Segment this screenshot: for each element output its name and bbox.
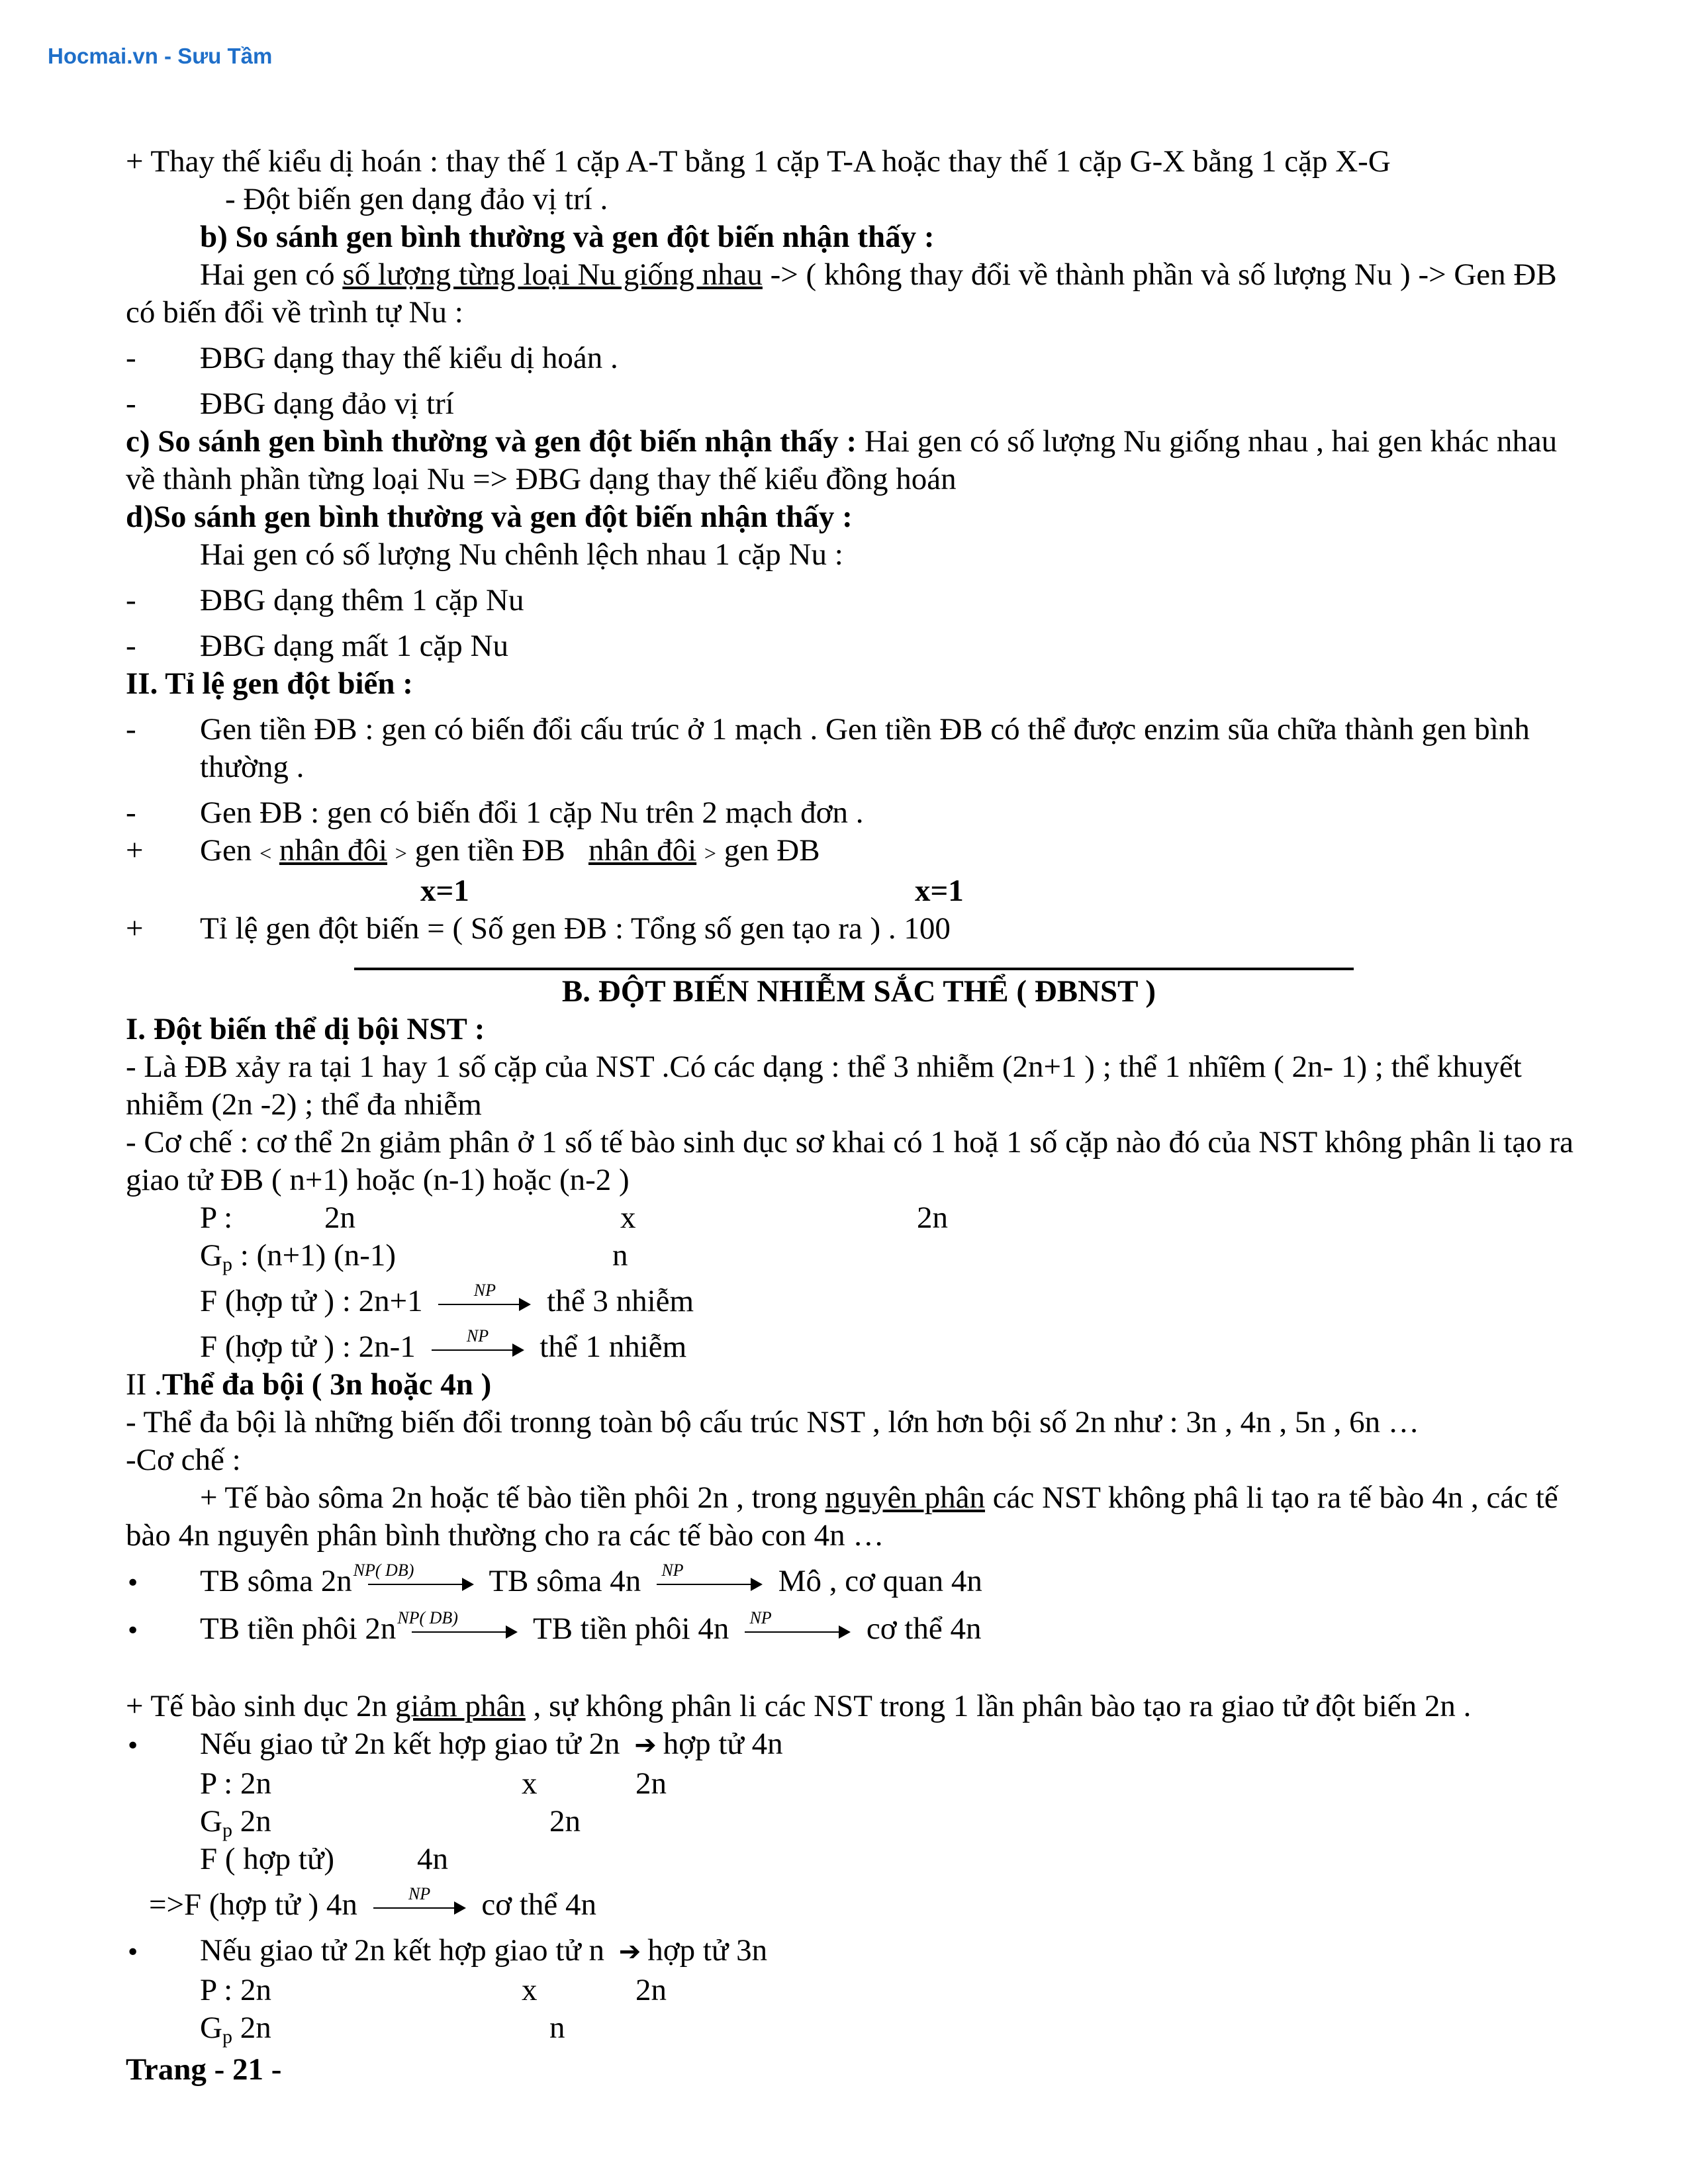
cross-f2: F (hợp tử ) : 2n-1 NP thể 1 nhiễm [200,1326,687,1364]
arrow-np-db: NP( DB) [412,1621,518,1641]
cross-p: P : 2n x 2n [200,1973,667,2007]
page-content [126,143,1592,2047]
x-values: x=1 x=1 [420,874,964,908]
arrow-np: NP [438,1294,531,1314]
arrow-np: NP [373,1897,466,1917]
bullet-item: • Nếu giao tử 2n kết hợp giao tử 2n ➔ hợp tử 4n [126,1727,783,1761]
line-substitution: + Thay thế kiểu dị hoán : thay thế 1 cặp A-T bằng 1 cặp T-A hoặc thay thế 1 cặp G-X bằng 1 cặp X-G [126,144,1391,179]
heading-polyploidy: II .Thể đa bội ( 3n hoặc 4n ) [126,1367,492,1402]
list-item: - ĐBG dạng đảo vị trí [126,387,454,421]
arrow-np-db: NP( DB) [368,1574,474,1594]
paragraph-c: c) So sánh gen bình thường và gen đột biến nhận thấy : Hai gen có số lượng Nu giống nhau , hai gen khác nhau về thành phần từng loại Nu => ĐBG dạng thay thế kiểu đồng hoán [126,424,1558,496]
paragraph-mitosis: + Tế bào sôma 2n hoặc tế bào tiền phôi 2n , trong nguyên phân các NST không phâ li tạo ra tế bào 4n , các tế bào 4n nguyên phân bình thường cho ra các tế bào con 4n … [126,1480,1558,1553]
bullet-item: • Nếu giao tử 2n kết hợp giao tử n ➔ hợp tử 3n [126,1933,768,1968]
arrow-np: NP [657,1574,763,1594]
arrow-np: NP [745,1621,851,1641]
section-divider [354,968,1354,970]
bullet-item: • TB tiền phôi 2n NP( DB) TB tiền phôi 4n NP cơ thể 4n [126,1608,982,1646]
paragraph-polyploidy-def: - Thể đa bội là những biến đổi tronng toàn bộ cấu trúc NST , lớn hơn bội số 2n như : 3n , 4n , 5n , 6n … [126,1405,1419,1439]
gene-chain: + Gen < nhân đôi > gen tiền ĐB nhân đôi > gen ĐB [126,833,820,868]
paragraph-mechanism-label: -Cơ chế : [126,1443,241,1477]
arrow-icon: ➔ [618,1936,641,1967]
watermark: Hocmai.vn - Sưu Tầm [48,44,273,68]
section-b-title: B. ĐỘT BIẾN NHIỄM SẮC THỂ ( ĐBNST ) [561,974,1156,1009]
list-item: - ĐBG dạng mất 1 cặp Nu [126,629,508,663]
cross-p: P : 2n x 2n [200,1201,948,1235]
list-item: - Gen ĐB : gen có biến đổi 1 cặp Nu trên 2 mạch đơn . [126,796,864,830]
ratio-formula: + Tỉ lệ gen đột biến = ( Số gen ĐB : Tổng số gen tạo ra ) . 100 [126,911,951,946]
heading-aneuploidy: I. Đột biến thể dị bội NST : [126,1012,485,1046]
paragraph-meiosis: + Tế bào sinh dục 2n giảm phân , sự không phân li các NST trong 1 lần phân bào tạo ra giao tử đột biến 2n . [126,1689,1472,1723]
cross-p: P : 2n x 2n [200,1766,667,1801]
paragraph-aneuploidy-def: - Là ĐB xảy ra tại 1 hay 1 số cặp của NST .Có các dạng : thể 3 nhiễm (2n+1 ) ; thể 1 nhĩêm ( 2n- 1) ; thể khuyết nhiễm (2n -2) ; thể đa nhiễm [126,1050,1522,1122]
cross-gp: $G_p$ 2n n [200,2011,565,2048]
heading-d: d)So sánh gen bình thường và gen đột biến nhận thấy : [126,500,853,534]
arrow-icon: ➔ [634,1730,657,1760]
cross-result: =>F (hợp tử ) 4n NP cơ thể 4n [149,1884,596,1922]
cross-gp: $G_p$ : (n+1) (n-1) n [200,1238,628,1275]
paragraph-b: Hai gen có số lượng từng loại Nu giống nhau -> ( không thay đổi về thành phần và số lượng Nu ) -> Gen ĐB có biến đổi về trình tự Nu : [126,257,1557,330]
paragraph-aneuploidy-mechanism: - Cơ chế : cơ thể 2n giảm phân ở 1 số tế bào sinh dục sơ khai có 1 hoặ 1 số cặp nào đó của NST không phân li tạo ra giao tử ĐB ( n+1) hoặc (n-1) hoặc (n-2 ) [126,1125,1573,1197]
arrow-np: NP [432,1340,524,1359]
cross-f: F ( hợp tử) 4n [200,1842,448,1876]
page-number: Trang - 21 - [126,2052,282,2087]
cross-f1: F (hợp tử ) : 2n+1 NP thể 3 nhiễm [200,1281,694,1318]
list-item: - ĐBG dạng thay thế kiểu dị hoán . [126,341,618,375]
heading-section-2: II. Tỉ lệ gen đột biến : [126,666,413,701]
paragraph-d: Hai gen có số lượng Nu chênh lệch nhau 1 cặp Nu : [200,537,843,572]
heading-b: b) So sánh gen bình thường và gen đột biến nhận thấy : [200,220,935,254]
bullet-item: • TB sôma 2n NP( DB) TB sôma 4n NP Mô , cơ quan 4n [126,1561,982,1598]
list-item: - ĐBG dạng thêm 1 cặp Nu [126,583,524,617]
line-inversion: - Đột biến gen dạng đảo vị trí . [225,182,608,216]
cross-gp: $G_p$ 2n 2n [200,1804,581,1841]
list-item: - Gen tiền ĐB : gen có biến đổi cấu trúc ở 1 mạch . Gen tiền ĐB có thể được enzim sũa chữa thành gen bình thường . [126,712,1530,784]
